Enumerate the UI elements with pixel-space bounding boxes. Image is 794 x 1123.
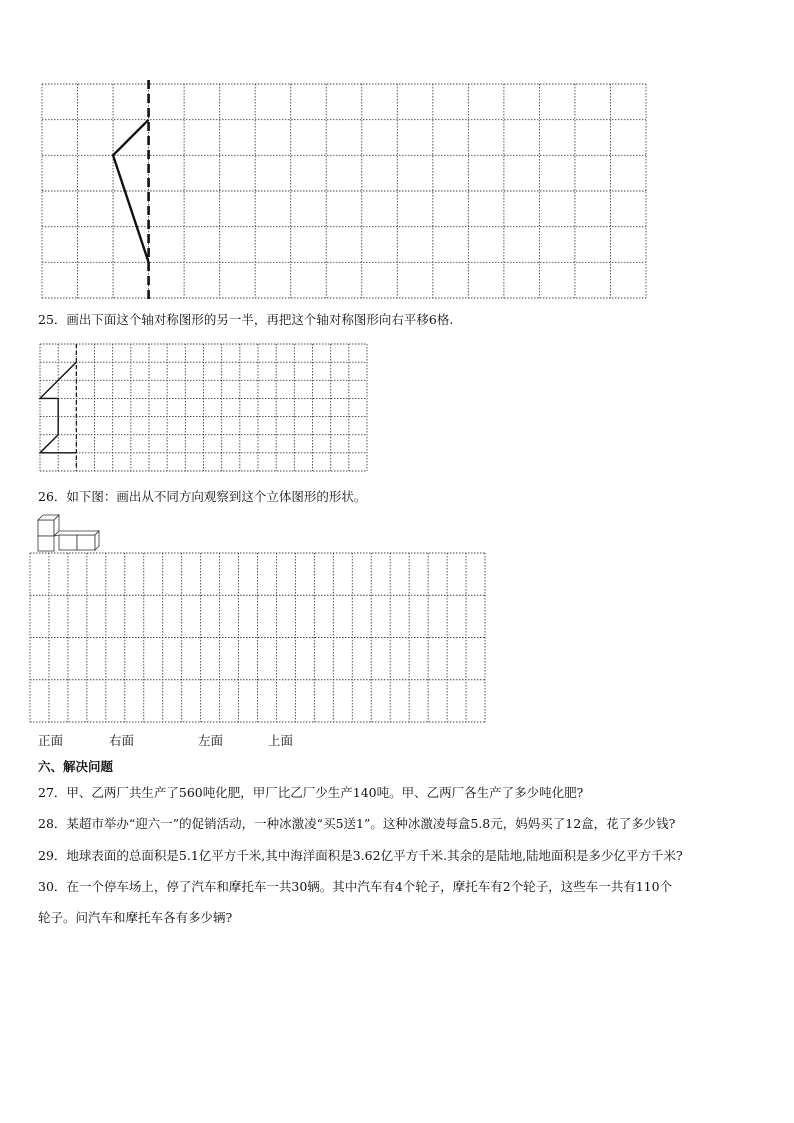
question-28: 28．某超市举办“迎六一”的促销活动，一种冰激凌“买5送1”。这种冰激凌每盒5.8元，妈妈买了12盒，花了多少钱? [38,816,676,831]
question-30-line1: 30．在一个停车场上，停了汽车和摩托车一共30辆。其中汽车有4个轮子，摩托车有2个轮子，这些车一共有110个 [38,879,673,894]
view-label-top: 上面 [268,733,294,748]
view-label-front: 正面 [38,733,64,748]
grid-lines [40,344,367,471]
question-25: 25．画出下面这个轴对称图形的另一半，再把这个轴对称图形向右平移6格. [38,312,454,327]
half-figure [40,362,76,453]
grid-lines [30,553,485,722]
grid-lines [42,84,646,298]
views-drawing-grid[interactable] [30,553,486,723]
symmetry-grid-top[interactable] [42,84,648,300]
question-26: 26．如下图：画出从不同方向观察到这个立体图形的形状。 [38,489,367,504]
symmetry-grid-q25[interactable] [40,344,368,472]
question-27: 27．甲、乙两厂共生产了560吨化肥，甲厂比乙厂少生产140吨。甲、乙两厂各生产了多少吨化肥? [38,785,584,800]
question-30-line2: 轮子。问汽车和摩托车各有多少辆? [38,910,233,925]
cube-solid-figure [38,514,102,552]
view-label-right: 右面 [109,733,135,748]
view-label-left: 左面 [198,733,224,748]
question-29: 29．地球表面的总面积是5.1亿平方千米,其中海洋面积是3.62亿平方千米.其余的是陆地,陆地面积是多少亿平方千米? [38,848,683,863]
section-title: 六、解决问题 [38,759,114,774]
